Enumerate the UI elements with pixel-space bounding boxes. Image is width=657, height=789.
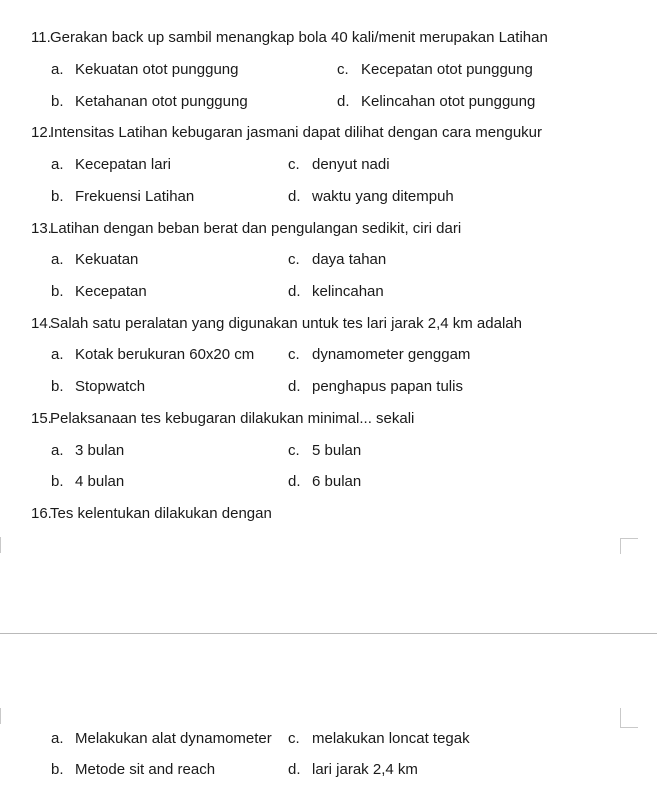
option-text: daya tahan (312, 251, 387, 268)
question-text: Gerakan back up sambil menangkap bola 40 kali/menit merupakan Latihan (50, 29, 548, 46)
option-15d (288, 473, 361, 490)
question-text: Salah satu peralatan yang digunakan untuk tes lari jarak 2,4 km adalah (50, 315, 522, 332)
option-letter: b. (51, 761, 64, 778)
question-15 (31, 410, 414, 427)
option-letter: a. (51, 730, 64, 747)
option-text: Kelincahan otot punggung (361, 93, 536, 110)
option-text: melakukan loncat tegak (312, 730, 470, 747)
question-12 (31, 124, 542, 141)
option-text: waktu yang ditempuh (312, 188, 454, 205)
option-11d (337, 93, 535, 110)
option-13a (51, 251, 138, 268)
option-15b (51, 473, 124, 490)
option-12b (51, 188, 194, 205)
question-text: Latihan dengan beban berat dan pengulangan sedikit, ciri dari (50, 220, 462, 237)
option-text: Kecepatan otot punggung (361, 61, 533, 78)
option-letter: c. (288, 346, 300, 363)
question-number: 11. (31, 29, 51, 46)
option-13c (288, 251, 386, 268)
option-letter: c. (288, 730, 300, 747)
option-letter: b. (51, 93, 64, 110)
option-text: Ketahanan otot punggung (75, 93, 248, 110)
option-letter: a. (51, 251, 64, 268)
option-text: 6 bulan (312, 473, 362, 490)
option-letter: c. (288, 442, 300, 459)
option-text: Stopwatch (75, 378, 146, 395)
option-13d (288, 283, 384, 300)
question-number: 14. (31, 315, 52, 332)
option-text: 5 bulan (312, 442, 362, 459)
option-15a (51, 442, 124, 459)
option-letter: d. (288, 283, 301, 300)
option-text: Metode sit and reach (75, 761, 216, 778)
option-text: Kotak berukuran 60x20 cm (75, 346, 255, 363)
option-text: lari jarak 2,4 km (312, 761, 418, 778)
question-number: 15. (31, 410, 52, 427)
option-12c (288, 156, 390, 173)
option-letter: d. (288, 473, 301, 490)
option-letter: a. (51, 346, 64, 363)
option-11b (51, 93, 248, 110)
question-13 (31, 220, 461, 237)
option-16d (288, 761, 418, 778)
option-text: Kecepatan (75, 283, 147, 300)
question-number: 13. (31, 220, 52, 237)
option-letter: b. (51, 283, 64, 300)
option-14a (51, 346, 254, 363)
option-letter: c. (288, 156, 300, 173)
option-text: Frekuensi Latihan (75, 188, 195, 205)
option-text: denyut nadi (312, 156, 390, 173)
option-16b (51, 761, 215, 778)
option-12d (288, 188, 454, 205)
option-16a (51, 730, 272, 747)
option-12a (51, 156, 171, 173)
question-14 (31, 315, 522, 332)
option-11c (337, 61, 533, 78)
option-text: 4 bulan (75, 473, 125, 490)
question-16 (31, 505, 272, 522)
option-text: Kekuatan otot punggung (75, 61, 239, 78)
option-letter: c. (337, 61, 349, 78)
option-text: kelincahan (312, 283, 384, 300)
option-letter: b. (51, 188, 64, 205)
option-text: dynamometer genggam (312, 346, 471, 363)
question-number: 16. (31, 505, 52, 522)
question-text: Intensitas Latihan kebugaran jasmani dapat dilihat dengan cara mengukur (50, 124, 542, 141)
page-corner-mark (620, 727, 638, 728)
option-letter: b. (51, 473, 64, 490)
question-11 (31, 29, 548, 46)
option-11a (51, 61, 238, 78)
option-14c (288, 346, 470, 363)
page-corner-mark (0, 537, 1, 553)
option-letter: b. (51, 378, 64, 395)
option-letter: a. (51, 156, 64, 173)
option-letter: a. (51, 61, 64, 78)
option-text: Melakukan alat dynamometer (75, 730, 272, 747)
option-letter: c. (288, 251, 300, 268)
option-letter: d. (337, 93, 350, 110)
option-text: Kecepatan lari (75, 156, 171, 173)
page-corner-mark (620, 708, 621, 728)
option-15c (288, 442, 361, 459)
option-14d (288, 378, 463, 395)
option-letter: d. (288, 761, 301, 778)
option-text: Kekuatan (75, 251, 139, 268)
option-text: penghapus papan tulis (312, 378, 463, 395)
page-corner-mark (620, 538, 638, 539)
option-14b (51, 378, 145, 395)
page-corner-mark (0, 708, 1, 724)
option-letter: d. (288, 378, 301, 395)
option-16c (288, 730, 470, 747)
question-number: 12. (31, 124, 52, 141)
option-text: 3 bulan (75, 442, 125, 459)
question-text: Pelaksanaan tes kebugaran dilakukan minimal... sekali (50, 410, 415, 427)
page-corner-mark (620, 538, 621, 554)
option-letter: d. (288, 188, 301, 205)
option-letter: a. (51, 442, 64, 459)
page-break-line (0, 633, 657, 634)
question-text: Tes kelentukan dilakukan dengan (50, 505, 272, 522)
option-13b (51, 283, 147, 300)
